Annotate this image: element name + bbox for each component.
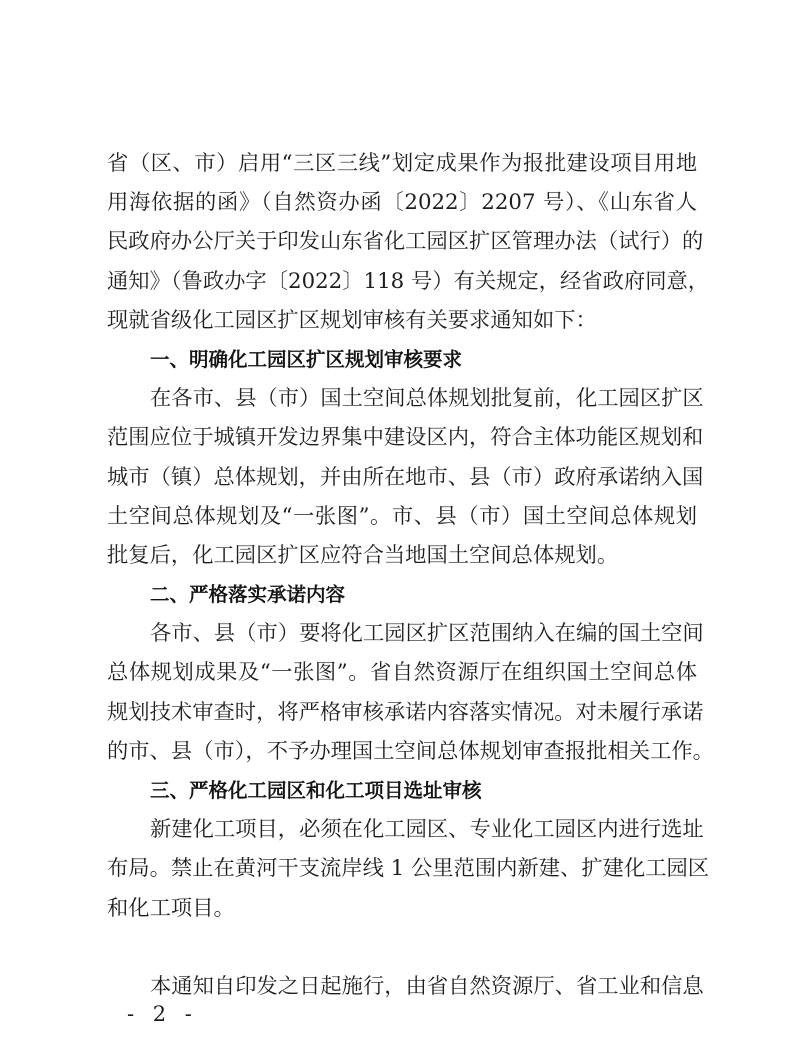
body-line: 的市、县（市），不予办理国土空间总体规划审查报批相关工作。 [107,738,714,764]
section-heading-3: 三、严格化工园区和化工项目选址审核 [150,779,482,802]
body-line: 土空间总体规划及“一张图”。市、县（市）国土空间总体规划 [107,503,697,529]
body-line: 批复后，化工园区扩区应符合当地国土空间总体规划。 [107,542,619,568]
body-line: 用海依据的函》（自然资办函〔2022〕2207 号）、《山东省人 [107,190,697,216]
blank-line [107,928,697,967]
body-line: 范围应位于城镇开发边界集中建设区内，符合主体功能区规划和 [107,425,704,451]
body-line: 民政府办公厅关于印发山东省化工园区扩区管理办法（试行）的 [107,229,704,255]
body-line: 各市、县（市）要将化工园区扩区范围纳入在编的国土空间 [150,621,704,647]
body-line: 本通知自印发之日起施行，由省自然资源厅、省工业和信息 [150,973,704,999]
body-line: 省（区、市）启用“三区三线”划定成果作为报批建设项目用地 [107,151,697,176]
body-line: 规划技术审查时，将严格审核承诺内容落实情况。对未履行承诺 [107,699,704,725]
body-line: 布局。禁止在黄河干支流岸线 1 公里范围内新建、扩建化工园区 [107,856,710,882]
section-heading-2: 二、严格落实承诺内容 [150,583,346,607]
document-body [107,144,714,1006]
body-line: 总体规划成果及“一张图”。省自然资源厅在组织国土空间总体 [107,660,697,686]
body-line: 现就省级化工园区扩区规划审核有关要求通知如下： [107,307,597,333]
body-line: 通知》（鲁政办字〔2022〕118 号）有关规定，经省政府同意， [107,268,710,294]
body-line: 城市（镇）总体规划，并由所在地市、县（市）政府承诺纳入国 [107,464,704,490]
body-line: 新建化工项目，必须在化工园区、专业化工园区内进行选址 [150,817,704,843]
body-line: 和化工项目。 [107,895,235,921]
section-heading-1: 一、明确化工园区扩区规划审核要求 [150,347,463,371]
page-number: - 2 - [127,1002,198,1026]
body-line: 在各市、县（市）国土空间总体规划批复前，化工园区扩区 [150,386,704,412]
